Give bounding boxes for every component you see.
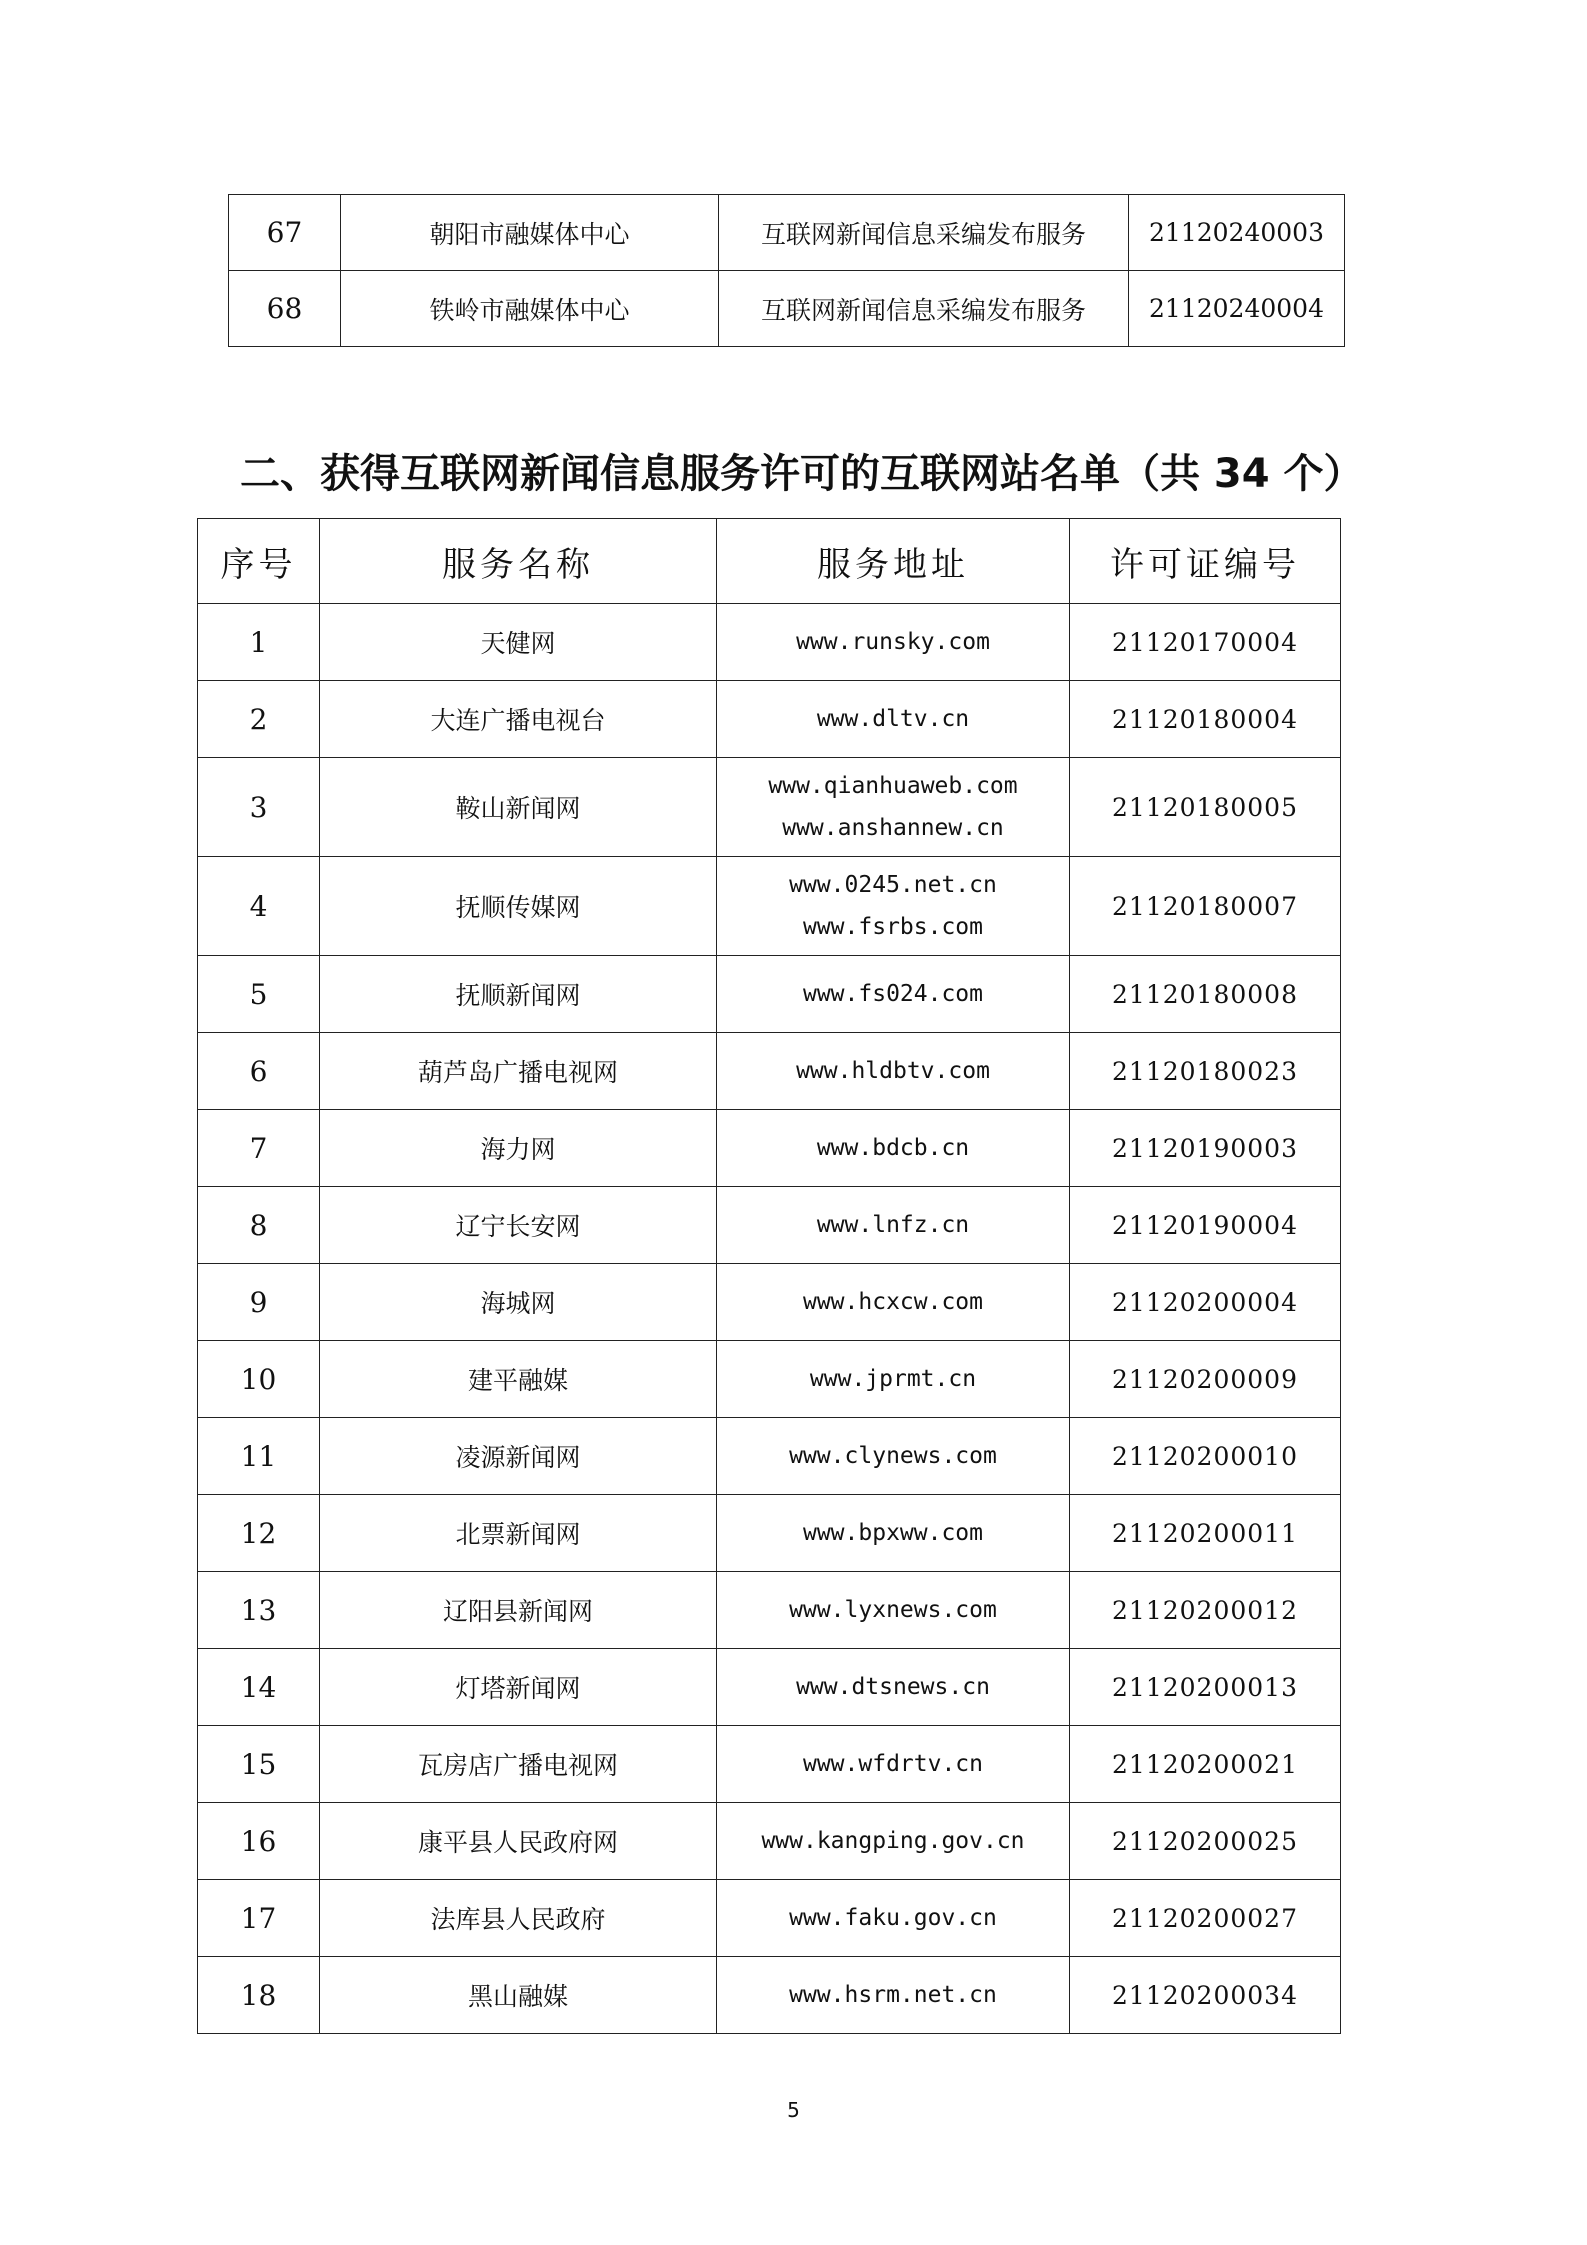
cell-name: 朝阳市融媒体中心 bbox=[341, 195, 719, 271]
cell-license: 21120240004 bbox=[1129, 271, 1345, 347]
cell-service-name: 凌源新闻网 bbox=[320, 1418, 717, 1495]
cell-license-number: 21120180008 bbox=[1070, 956, 1341, 1033]
cell-seq: 16 bbox=[198, 1803, 320, 1880]
cell-service-name: 北票新闻网 bbox=[320, 1495, 717, 1572]
license-table-body bbox=[198, 604, 1341, 2034]
cell-service-address bbox=[717, 681, 1070, 758]
cell-license-number: 21120200027 bbox=[1070, 1880, 1341, 1957]
cell-seq: 17 bbox=[198, 1880, 320, 1957]
cell-license-number: 21120200009 bbox=[1070, 1341, 1341, 1418]
table-row bbox=[198, 758, 1341, 857]
table-row bbox=[198, 1110, 1341, 1187]
cell-license-number: 21120180023 bbox=[1070, 1033, 1341, 1110]
table-row bbox=[198, 1880, 1341, 1957]
cell-license-number: 21120200034 bbox=[1070, 1957, 1341, 2034]
cell-service-name: 海城网 bbox=[320, 1264, 717, 1341]
cell-seq: 68 bbox=[229, 271, 341, 347]
cell-service-name: 抚顺新闻网 bbox=[320, 956, 717, 1033]
service-url: www.lnfz.cn bbox=[816, 1212, 970, 1238]
cell-license-number: 21120190003 bbox=[1070, 1110, 1341, 1187]
cell-license-number: 21120190004 bbox=[1070, 1187, 1341, 1264]
cell-license-number: 21120180004 bbox=[1070, 681, 1341, 758]
table-row bbox=[198, 956, 1341, 1033]
service-url: www.fs024.com bbox=[802, 981, 983, 1007]
header-row bbox=[198, 519, 1341, 604]
page-number: 5 bbox=[787, 2098, 800, 2122]
cell-seq: 9 bbox=[198, 1264, 320, 1341]
cell-service-name: 辽阳县新闻网 bbox=[320, 1572, 717, 1649]
cell-seq: 1 bbox=[198, 604, 320, 681]
cell-service: 互联网新闻信息采编发布服务 bbox=[719, 271, 1129, 347]
cell-seq: 8 bbox=[198, 1187, 320, 1264]
cell-service-address bbox=[717, 1803, 1070, 1880]
cell-license-number: 21120200010 bbox=[1070, 1418, 1341, 1495]
cell-service-address bbox=[717, 1264, 1070, 1341]
cell-service-name: 大连广播电视台 bbox=[320, 681, 717, 758]
cell-service-address bbox=[717, 857, 1070, 956]
cell-service-address bbox=[717, 1033, 1070, 1110]
cell-service-address bbox=[717, 1957, 1070, 2034]
table-row bbox=[198, 1572, 1341, 1649]
table-row bbox=[198, 1264, 1341, 1341]
cell-license-number: 21120200011 bbox=[1070, 1495, 1341, 1572]
cell-service-name: 海力网 bbox=[320, 1110, 717, 1187]
service-url: www.jprmt.cn bbox=[809, 1366, 977, 1392]
cell-seq: 2 bbox=[198, 681, 320, 758]
cell-service-address bbox=[717, 1110, 1070, 1187]
service-url: www.clynews.com bbox=[789, 1443, 997, 1469]
cell-seq: 5 bbox=[198, 956, 320, 1033]
cell-service-address bbox=[717, 1649, 1070, 1726]
cell-service-address bbox=[717, 956, 1070, 1033]
cell-seq: 11 bbox=[198, 1418, 320, 1495]
table-row bbox=[198, 604, 1341, 681]
service-url: www.wfdrtv.cn bbox=[802, 1751, 983, 1777]
cell-service-address bbox=[717, 1341, 1070, 1418]
service-url: www.qianhuaweb.com bbox=[768, 773, 1018, 799]
service-url: www.bpxww.com bbox=[802, 1520, 983, 1546]
cell-service-address bbox=[717, 1880, 1070, 1957]
service-url: www.faku.gov.cn bbox=[789, 1905, 997, 1931]
table-row bbox=[229, 195, 1345, 271]
service-url: www.fsrbs.com bbox=[802, 914, 983, 940]
cell-service-address bbox=[717, 1187, 1070, 1264]
cell-service-address bbox=[717, 1726, 1070, 1803]
service-url: www.bdcb.cn bbox=[816, 1135, 970, 1161]
table-row bbox=[198, 1033, 1341, 1110]
table-row bbox=[198, 1341, 1341, 1418]
cell-seq: 10 bbox=[198, 1341, 320, 1418]
table-row bbox=[198, 1187, 1341, 1264]
cell-license-number: 21120200025 bbox=[1070, 1803, 1341, 1880]
cell-seq: 3 bbox=[198, 758, 320, 857]
table-row bbox=[198, 1803, 1341, 1880]
cell-name: 铁岭市融媒体中心 bbox=[341, 271, 719, 347]
cell-seq: 13 bbox=[198, 1572, 320, 1649]
service-url: www.hcxcw.com bbox=[802, 1289, 983, 1315]
cell-service-name: 法库县人民政府 bbox=[320, 1880, 717, 1957]
service-url: www.hsrm.net.cn bbox=[789, 1982, 997, 2008]
cell-service-name: 葫芦岛广播电视网 bbox=[320, 1033, 717, 1110]
cell-service-address bbox=[717, 1418, 1070, 1495]
table-row bbox=[229, 271, 1345, 347]
cell-seq: 67 bbox=[229, 195, 341, 271]
cell-seq: 14 bbox=[198, 1649, 320, 1726]
cell-service-address bbox=[717, 604, 1070, 681]
cell-seq: 12 bbox=[198, 1495, 320, 1572]
cell-service-name: 黑山融媒 bbox=[320, 1957, 717, 2034]
cell-service-address bbox=[717, 1572, 1070, 1649]
service-url: www.hldbtv.com bbox=[796, 1058, 990, 1084]
header-name: 服务名称 bbox=[320, 519, 717, 604]
header-seq: 序号 bbox=[198, 519, 320, 604]
cell-license-number: 21120200012 bbox=[1070, 1572, 1341, 1649]
cell-service-name: 鞍山新闻网 bbox=[320, 758, 717, 857]
cell-license-number: 21120200004 bbox=[1070, 1264, 1341, 1341]
cell-seq: 18 bbox=[198, 1957, 320, 2034]
cell-license-number: 21120180005 bbox=[1070, 758, 1341, 857]
table-row bbox=[198, 1649, 1341, 1726]
table-row bbox=[198, 1957, 1341, 2034]
cell-service-name: 康平县人民政府网 bbox=[320, 1803, 717, 1880]
cell-service-name: 辽宁长安网 bbox=[320, 1187, 717, 1264]
cell-service-name: 抚顺传媒网 bbox=[320, 857, 717, 956]
cell-license-number: 21120170004 bbox=[1070, 604, 1341, 681]
cell-seq: 4 bbox=[198, 857, 320, 956]
cell-license-number: 21120180007 bbox=[1070, 857, 1341, 956]
cell-service-name: 天健网 bbox=[320, 604, 717, 681]
section-title: 二、获得互联网新闻信息服务许可的互联网站名单（共 34 个） bbox=[240, 451, 1364, 497]
cell-seq: 6 bbox=[198, 1033, 320, 1110]
header-license: 许可证编号 bbox=[1070, 519, 1341, 604]
cell-seq: 7 bbox=[198, 1110, 320, 1187]
table-row bbox=[198, 857, 1341, 956]
cell-seq: 15 bbox=[198, 1726, 320, 1803]
service-url: www.kangping.gov.cn bbox=[761, 1828, 1025, 1854]
cell-license-number: 21120200021 bbox=[1070, 1726, 1341, 1803]
service-url: www.runsky.com bbox=[796, 629, 990, 655]
license-table bbox=[197, 518, 1341, 2034]
table-row bbox=[198, 1726, 1341, 1803]
header-address: 服务地址 bbox=[717, 519, 1070, 604]
service-url: www.dtsnews.cn bbox=[796, 1674, 990, 1700]
table-row bbox=[198, 1495, 1341, 1572]
cell-service-name: 瓦房店广播电视网 bbox=[320, 1726, 717, 1803]
continued-table-body bbox=[229, 195, 1345, 347]
cell-license: 21120240003 bbox=[1129, 195, 1345, 271]
cell-service: 互联网新闻信息采编发布服务 bbox=[719, 195, 1129, 271]
service-url: www.lyxnews.com bbox=[789, 1597, 997, 1623]
cell-service-address bbox=[717, 1495, 1070, 1572]
cell-service-name: 灯塔新闻网 bbox=[320, 1649, 717, 1726]
service-url: www.anshannew.cn bbox=[782, 815, 1004, 841]
cell-service-name: 建平融媒 bbox=[320, 1341, 717, 1418]
table-row bbox=[198, 681, 1341, 758]
table-row bbox=[198, 1418, 1341, 1495]
cell-service-address bbox=[717, 758, 1070, 857]
continued-table bbox=[228, 194, 1345, 347]
cell-license-number: 21120200013 bbox=[1070, 1649, 1341, 1726]
service-url: www.dltv.cn bbox=[816, 706, 970, 732]
service-url: www.0245.net.cn bbox=[789, 872, 997, 898]
